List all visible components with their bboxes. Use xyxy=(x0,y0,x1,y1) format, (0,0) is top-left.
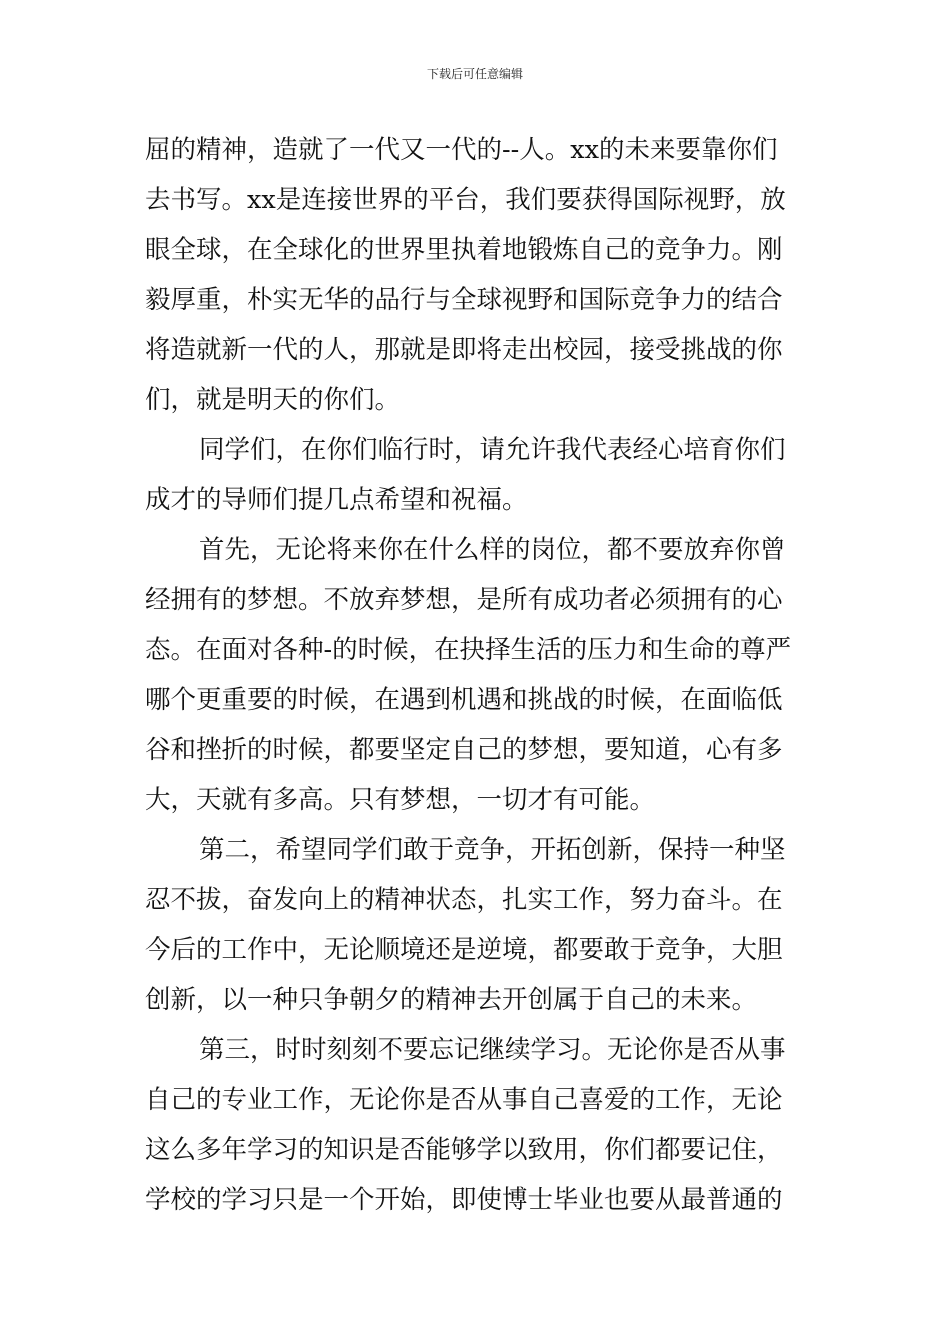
text-line: 成才的导师们提几点希望和祝福。 xyxy=(145,485,528,515)
text-line: 大，天就有多高。只有梦想，一切才有可能。 xyxy=(145,785,656,815)
paragraph-students xyxy=(145,425,810,525)
text-line: 眼全球，在全球化的世界里执着地锻炼自己的竞争力。刚 xyxy=(145,235,783,265)
text-line: 屈的精神，造就了一代又一代的--人。xx的未来要靠你们 xyxy=(145,135,778,165)
text-line: 经拥有的梦想。不放弃梦想，是所有成功者必须拥有的心 xyxy=(145,585,783,615)
paragraph-continued xyxy=(145,125,810,425)
text-line: 今后的工作中，无论顺境还是逆境，都要敢于竞争，大胆 xyxy=(145,935,783,965)
text-line: 自己的专业工作，无论你是否从事自己喜爱的工作，无论 xyxy=(145,1085,783,1115)
text-line: 首先，无论将来你在什么样的岗位，都不要放弃你曾 xyxy=(199,535,786,565)
text-line: 忍不拔，奋发向上的精神状态，扎实工作，努力奋斗。在 xyxy=(145,885,783,915)
text-line: 去书写。xx是连接世界的平台，我们要获得国际视野，放 xyxy=(145,185,786,215)
paragraph-third xyxy=(145,1025,810,1225)
text-line: 们，就是明天的你们。 xyxy=(145,385,401,415)
text-line: 第三，时时刻刻不要忘记继续学习。无论你是否从事 xyxy=(199,1035,786,1065)
text-line: 态。在面对各种-的时候，在抉择生活的压力和生命的尊严 xyxy=(145,635,792,665)
text-line: 毅厚重，朴实无华的品行与全球视野和国际竞争力的结合 xyxy=(145,285,783,315)
paragraph-first xyxy=(145,525,810,825)
text-line: 学校的学习只是一个开始，即使博士毕业也要从最普通的 xyxy=(145,1185,783,1215)
paragraph-second xyxy=(145,825,810,1025)
text-line: 将造就新一代的人，那就是即将走出校园，接受挑战的你 xyxy=(145,335,783,365)
header-note: 下载后可任意编辑 xyxy=(426,67,523,81)
text-line: 同学们，在你们临行时，请允许我代表经心培育你们 xyxy=(199,435,786,465)
document-body xyxy=(145,125,810,1225)
text-line: 第二，希望同学们敢于竞争，开拓创新，保持一种坚 xyxy=(199,835,786,865)
text-line: 这么多年学习的知识是否能够学以致用，你们都要记住， xyxy=(145,1135,783,1165)
text-line: 创新，以一种只争朝夕的精神去开创属于自己的未来。 xyxy=(145,985,758,1015)
text-line: 谷和挫折的时候，都要坚定自己的梦想，要知道，心有多 xyxy=(145,735,783,765)
text-line: 哪个更重要的时候，在遇到机遇和挑战的时候，在面临低 xyxy=(145,685,783,715)
